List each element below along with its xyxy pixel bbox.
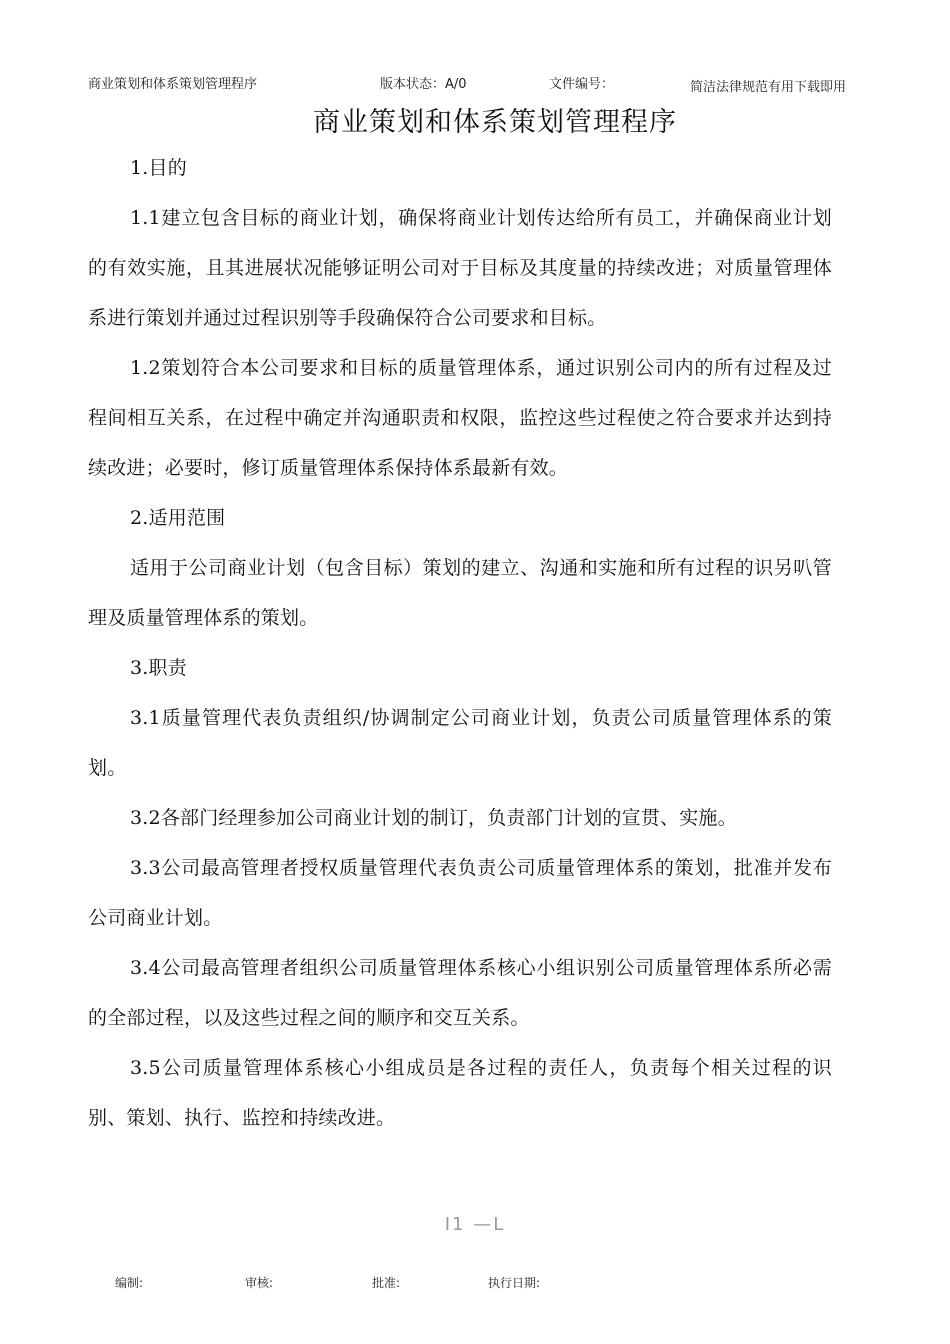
header-right-note: 简洁法律规范有用下载即用 bbox=[690, 80, 847, 95]
section-1-2: 1.2策划符合本公司要求和目标的质量管理体系，通过识别公司内的所有过程及过程间相互关系，在过程中确定并沟通职责和权限，监控这些过程使之符合要求并达到持续改进；必要时，修订质量管理体系保持体系最新有效。 bbox=[88, 357, 832, 479]
footer-effective-date: 执行日期: bbox=[488, 1276, 541, 1290]
header-version: 版本状态：A/0 bbox=[380, 77, 467, 92]
section-3-1: 3.1质量管理代表负责组织/协调制定公司商业计划，负责公司质量管理体系的策划。 bbox=[88, 707, 832, 779]
section-3-3: 3.3公司最高管理者授权质量管理代表负责公司质量管理体系的策划，批准并发布公司商业计划。 bbox=[88, 857, 832, 929]
footer-reviewed: 审核: bbox=[245, 1276, 274, 1290]
section-3-4: 3.4公司最高管理者组织公司质量管理体系核心小组识别公司质量管理体系所必需的全部过程，以及这些过程之间的顺序和交互关系。 bbox=[88, 957, 832, 1029]
section-3-2: 3.2各部门经理参加公司商业计划的制订，负责部门计划的宣贯、实施。 bbox=[130, 807, 737, 829]
document-body bbox=[88, 143, 832, 1143]
section-2-text: 适用于公司商业计划（包含目标）策划的建立、沟通和实施和所有过程的识另叭管理及质量管理体系的策划。 bbox=[88, 557, 832, 629]
section-3-heading: 3.职责 bbox=[130, 657, 187, 679]
header-file-number: 文件编号： bbox=[549, 77, 615, 92]
footer-approved: 批准: bbox=[372, 1276, 401, 1290]
section-1-heading: 1.目的 bbox=[130, 157, 187, 179]
footer-prepared: 编制: bbox=[115, 1276, 144, 1290]
header-doc-name: 商业策划和体系策划管理程序 bbox=[88, 77, 258, 92]
page-number-mark: I1 —L bbox=[444, 1214, 506, 1235]
section-1-1: 1.1建立包含目标的商业计划，确保将商业计划传达给所有员工，并确保商业计划的有效实施，且其进展状况能够证明公司对于目标及其度量的持续改进；对质量管理体系进行策划并通过过程识别等手段确保符合公司要求和目标。 bbox=[88, 207, 832, 329]
document-title: 商业策划和体系策划管理程序 bbox=[313, 107, 677, 138]
section-2-heading: 2.适用范围 bbox=[130, 507, 226, 529]
section-3-5: 3.5公司质量管理体系核心小组成员是各过程的责任人，负责每个相关过程的识别、策划、执行、监控和持续改进。 bbox=[88, 1057, 832, 1129]
page-footer bbox=[0, 1274, 950, 1294]
page-header bbox=[0, 70, 950, 94]
